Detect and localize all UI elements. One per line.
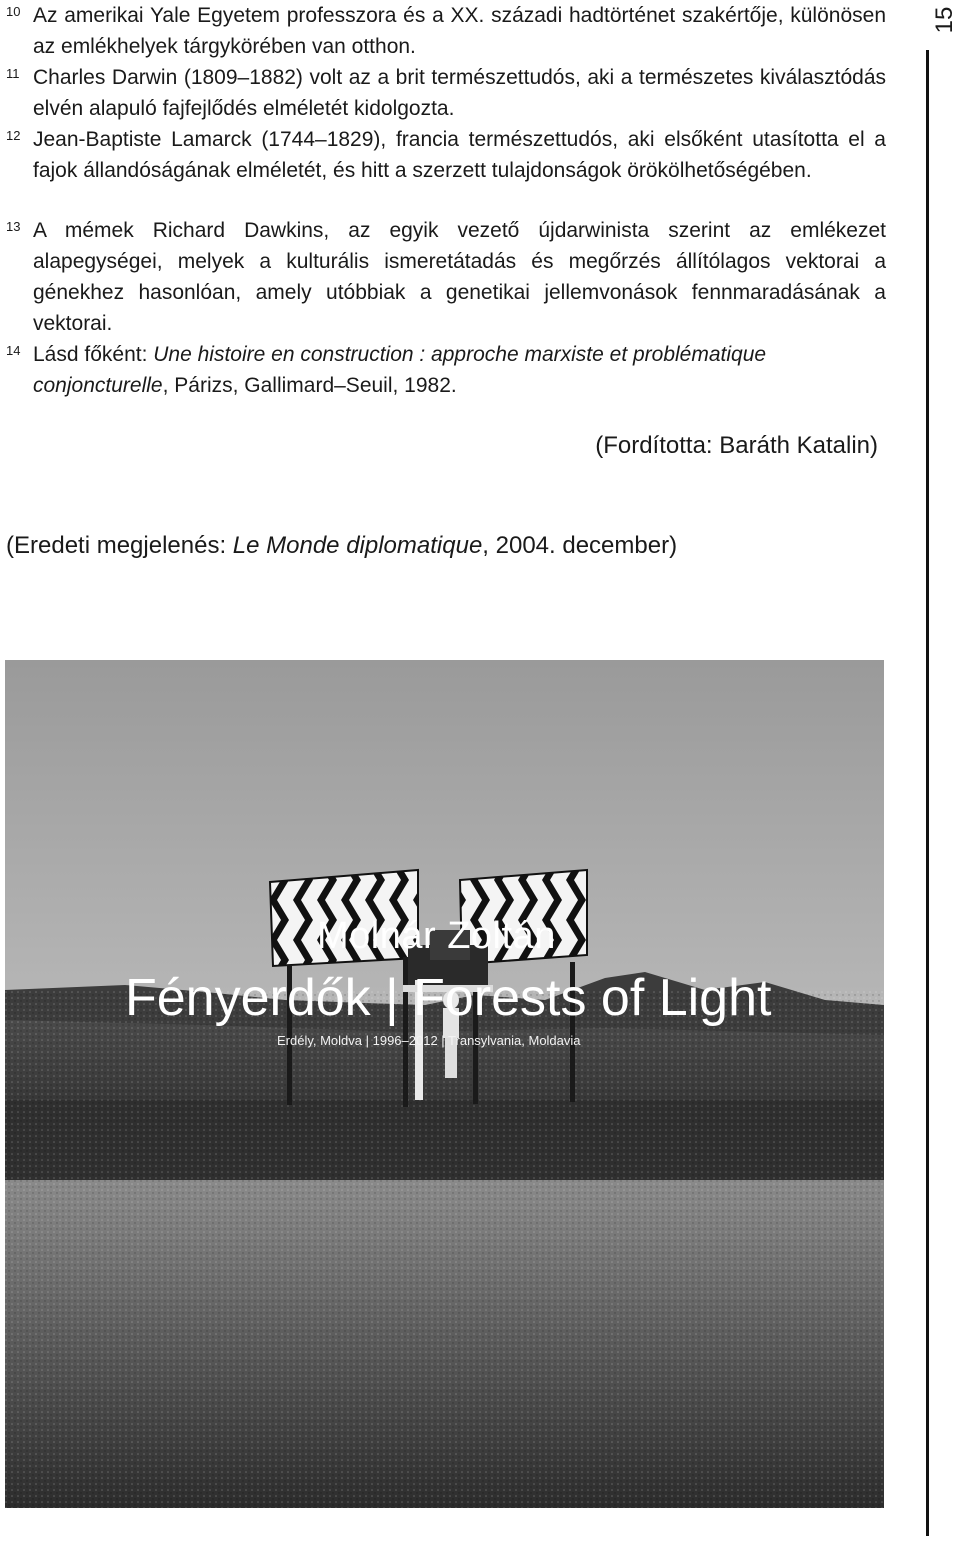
footnote-suffix: , Párizs, Gallimard–Seuil, 1982. <box>162 374 457 397</box>
original-publication <box>6 532 677 560</box>
footnote-text: Charles Darwin (1809–1882) volt az a brit természettudós, aki a természetes kiválasztódás elvén alapuló fajfejlődés elméletét kidolgozta. <box>33 66 886 120</box>
original-prefix: (Eredeti megjelenés: <box>6 532 233 559</box>
footnote-text <box>33 339 886 401</box>
footnote-text: A mémek Richard Dawkins, az egyik vezető újdarwinista szerint az emlékezet alapegységei, melyek a kulturális ismeretátadás és megőrzés állítólagos vektorai a génekhez hasonlóan, amely utóbbiak a genetikai jellemvonások fennmaradásának a vektorai. <box>33 219 886 335</box>
footnote-text: Az amerikai Yale Egyetem professzora és a XX. századi hadtörténet szakértője, különösen az emlékhelyek tárgykörében van otthon. <box>33 4 886 58</box>
translator-credit: (Fordította: Baráth Katalin) <box>595 432 878 459</box>
footnote-number: 10 <box>6 4 21 19</box>
footnote-text: Jean-Baptiste Lamarck (1744–1829), francia természettudós, aki elsőként utasította el a fajok állandóságának elméletét, és hitt a szerzett tulajdonságok örökölhetőségében. <box>33 128 886 182</box>
cover-subtitle: Erdély, Moldva | 1996–2012 | Transylvania, Moldavia <box>277 1033 581 1048</box>
footnote-number: 12 <box>6 128 21 143</box>
cover-title: Fényerdők | Forests of Light <box>125 969 772 1027</box>
footnote-number: 14 <box>6 343 21 358</box>
footnote-prefix: Lásd főként: <box>33 343 154 366</box>
original-journal: Le Monde diplomatique <box>232 532 483 559</box>
cover-author: Molnár Zoltán <box>317 915 556 957</box>
book-cover-image <box>5 660 884 1508</box>
page-number: 15 <box>931 6 958 34</box>
vertical-rule <box>926 50 929 1536</box>
cover-text-layer <box>5 660 884 1508</box>
original-suffix: , 2004. december) <box>482 532 678 559</box>
footnote-italic-title: Une histoire en construction : approche marxiste et problématique conjoncturelle <box>33 343 767 397</box>
footnote-number: 11 <box>6 66 20 81</box>
footnote-number: 13 <box>6 219 21 234</box>
